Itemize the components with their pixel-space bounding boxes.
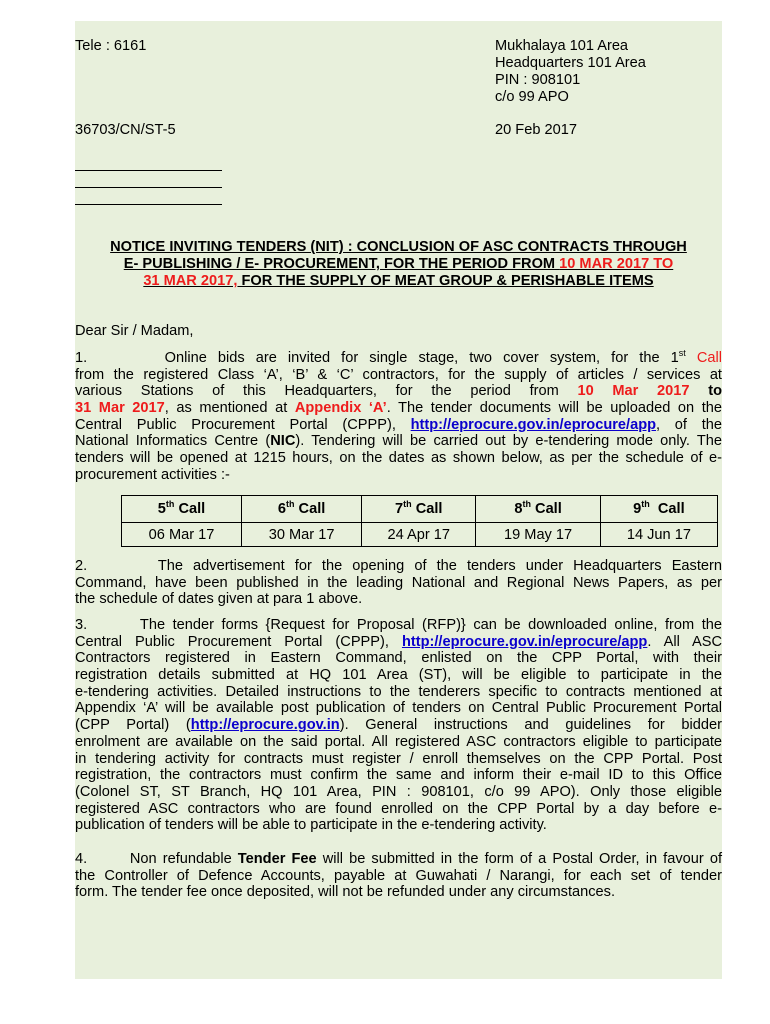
para-line: various Stations of this Headquarters, for the period from 10 Mar 2017 to (75, 383, 722, 400)
title-date-highlight: 31 MAR 2017, (143, 273, 238, 289)
tender-calls-table (121, 495, 718, 547)
salutation: Dear Sir / Madam, (75, 323, 194, 339)
address-line-1: Mukhalaya 101 Area (495, 38, 629, 54)
cppp-link[interactable]: http://eprocure.gov.in/eprocure/app (410, 416, 657, 433)
addressee-blank-line-3 (75, 204, 222, 205)
reference-number: 36703/CN/ST-5 (75, 122, 176, 138)
para-line: registered ASC contractors who are found enrolled on the CPP Portal by a day before e- (75, 800, 722, 817)
paragraph-1 (75, 350, 722, 484)
call-date: 30 Mar 17 (242, 523, 362, 547)
notice-title-line-2 (75, 256, 722, 273)
address-line-3: PIN : 908101 (495, 72, 581, 88)
para-line: National Informatics Centre (NIC). Tendering will be carried out by e-tendering mode only. The (75, 433, 722, 450)
call-header: 8th Call (476, 496, 600, 523)
document-page (75, 21, 722, 979)
para-line: 31 Mar 2017, as mentioned at Appendix ‘A’. The tender documents will be uploaded on the (75, 400, 722, 417)
para-line: (CPP Portal) (http://eprocure.gov.in). General instructions and guidelines for bidder (75, 717, 722, 734)
para-line: the Controller of Defence Accounts, payable at Guwahati / Narangi, for each set of tender (75, 867, 722, 884)
para-line: 4. Non refundable Tender Fee will be submitted in the form of a Postal Order, in favour of (75, 851, 722, 867)
call-date: 14 Jun 17 (600, 523, 717, 547)
notice-title-line-3 (75, 273, 722, 290)
para-line: Central Public Procurement Portal (CPPP), http://eprocure.gov.in/eprocure/app, of the (75, 416, 722, 433)
para-line: the schedule of dates given at para 1 above. (75, 591, 363, 608)
call-date: 24 Apr 17 (362, 523, 476, 547)
call-header: 9th Call (600, 496, 717, 523)
letter-date: 20 Feb 2017 (495, 122, 577, 138)
table-row (122, 523, 718, 547)
call-date: 06 Mar 17 (122, 523, 242, 547)
cppp-link[interactable]: http://eprocure.gov.in/eprocure/app (401, 633, 648, 650)
address-line-4: c/o 99 APO (495, 89, 569, 105)
para-line: Contractors registered in Eastern Command, enlisted on the CPP Portal, with their (75, 650, 722, 667)
call-header: 5th Call (122, 496, 242, 523)
tele-number: Tele : 6161 (75, 38, 147, 54)
para-line: from the registered Class ‘A’, ‘B’ & ‘C’ contractors, for the supply of articles / services at (75, 366, 722, 383)
table-header-row (122, 496, 718, 523)
para-line: Central Public Procurement Portal (CPPP), http://eprocure.gov.in/eprocure/app. All ASC (75, 633, 723, 650)
para-line: registration details submitted at HQ 101 Area (ST), will be eligible to participate in the (75, 667, 722, 684)
para-line: form. The tender fee once deposited, will not be refunded under any circumstances. (75, 884, 616, 901)
paragraph-4 (75, 851, 722, 901)
call-header: 6th Call (242, 496, 362, 523)
para-line: e-tendering activities. Detailed instructions to the tenderers specific to contracts mentioned at (75, 683, 722, 700)
para-line: 2. The advertisement for the opening of the tenders under Headquarters Eastern (75, 558, 722, 574)
addressee-blank-line-2 (75, 187, 222, 188)
para-line: procurement activities :- (75, 466, 230, 483)
call-date: 19 May 17 (476, 523, 600, 547)
para-line: enrolment are available on the said portal. All registered ASC contractors eligible to participate (75, 733, 722, 750)
paragraph-3 (75, 617, 722, 834)
paragraph-2 (75, 558, 722, 608)
title-text: FOR THE SUPPLY OF MEAT GROUP & PERISHABLE ITEMS (237, 273, 654, 289)
notice-title-line-1: NOTICE INVITING TENDERS (NIT) : CONCLUSION OF ASC CONTRACTS THROUGH (110, 239, 687, 255)
para-line: publication of tenders will be able to participate in the e-tendering activity. (75, 817, 547, 834)
para-line: Command, have been published in the leading National and Regional News Papers, as per (75, 574, 722, 591)
para-line: (Colonel ST, ST Branch, HQ 101 Area, PIN : 908101, c/o 99 APO). Only those eligible (75, 783, 722, 800)
eprocure-link[interactable]: http://eprocure.gov.in (190, 717, 340, 734)
call-header: 7th Call (362, 496, 476, 523)
para-line: registration, the contractors must confirm the same and inform their e-mail ID to this Office (75, 767, 722, 784)
address-line-2: Headquarters 101 Area (495, 55, 646, 71)
para-line: in tendering activity for contracts must register / enroll themselves on the CPP Portal. Post (75, 750, 722, 767)
para-line: Appendix ‘A’ will be available post publication of tenders on Central Public Procurement Portal (75, 700, 722, 717)
title-date-highlight: 10 MAR 2017 TO (559, 256, 674, 272)
para-line: 1. Online bids are invited for single stage, two cover system, for the 1st Call (75, 348, 722, 366)
title-text: E- PUBLISHING / E- PROCUREMENT, FOR THE PERIOD FROM (123, 256, 560, 272)
addressee-blank-line-1 (75, 170, 222, 171)
para-line: tenders will be opened at 1215 hours, on the dates as shown below, as per the schedule of e- (75, 450, 722, 467)
para-line: 3. The tender forms {Request for Proposal (RFP)} can be downloaded online, from the (75, 617, 722, 633)
